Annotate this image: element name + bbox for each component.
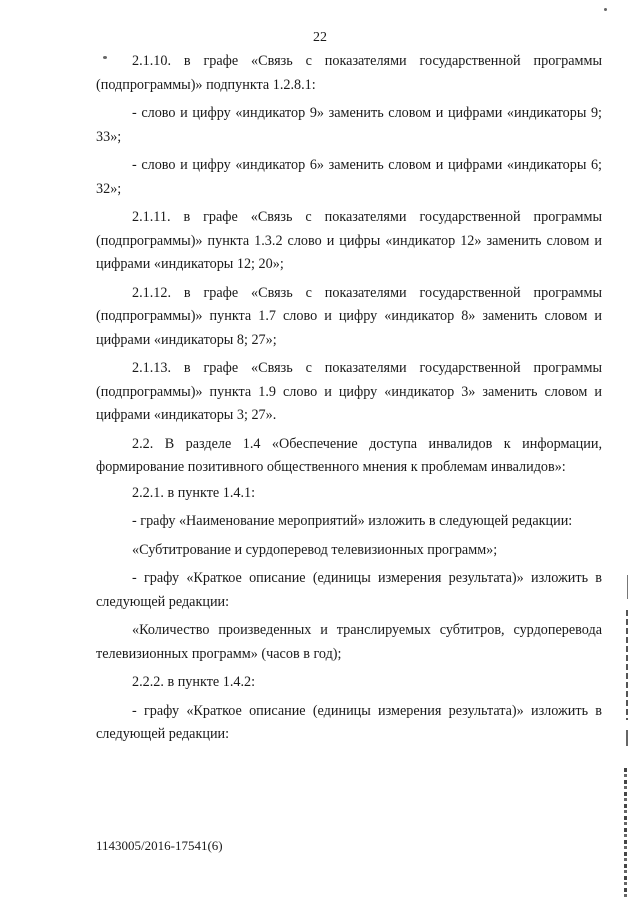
paragraph-2-1-12: 2.1.12. в графе «Связь с показателями государственной программы (подпрограммы)» пункта 1.7 слово и цифру «индикатор 8» заменить словом и цифрами «индикаторы 8; 27»; — [96, 284, 602, 348]
paragraph-2-1-11: 2.1.11. в графе «Связь с показателями государственной программы (подпрограммы)» пункта 1.3.2 слово и цифры «индикатор 12» заменить словом и цифрами «индикаторы 12; 20»; — [96, 209, 602, 272]
binding-mark-1 — [627, 575, 628, 599]
document-code: 1143005/2016-17541(6) — [96, 838, 223, 853]
binding-mark-3 — [626, 730, 628, 746]
paragraph-subtitle-quote: «Субтитрование и сурдоперевод телевизионных программ»; — [132, 541, 498, 558]
paragraph-graph-naming: - графу «Наименование мероприятий» изложить в следующей редакции: — [132, 513, 573, 529]
page-number: 22 — [313, 30, 327, 45]
scan-mark-top-right — [604, 8, 607, 11]
paragraph-2-1-10: 2.1.10. в графе «Связь с показателями государственной программы (подпрограммы)» подпункта 1.2.8.1: — [96, 53, 602, 93]
paragraph-2-2-2: 2.2.2. в пункте 1.4.2: — [132, 674, 256, 690]
paragraph-2-1-13: 2.1.13. в графе «Связь с показателями государственной программы (подпрограммы)» пункта 1.9 слово и цифру «индикатор 3» заменить словом и цифрами «индикаторы 3; 27». — [96, 360, 602, 423]
paragraph-replace-indicator-9: - слово и цифру «индикатор 9» заменить словом и цифрами «индикаторы 9; 33»; — [96, 105, 602, 145]
scan-mark-left — [103, 56, 107, 59]
paragraph-graph-description-2: - графу «Краткое описание (единицы измерения результата)» изложить в следующей редакции: — [96, 702, 602, 742]
paragraph-2-2: 2.2. В разделе 1.4 «Обеспечение доступа инвалидов к информации, формирование позитивного общественного мнения к проблемам инвалидов»: — [96, 435, 602, 475]
paragraph-2-2-1: 2.2.1. в пункте 1.4.1: — [132, 484, 256, 501]
paragraph-replace-indicator-6: - слово и цифру «индикатор 6» заменить словом и цифрами «индикаторы 6; 32»; — [96, 157, 602, 197]
paragraph-quantity-quote: «Количество произведенных и транслируемых субтитров, сурдоперевода телевизионных программ» (часов в год); — [96, 622, 602, 662]
binding-mark-4 — [624, 768, 627, 898]
document-body — [96, 50, 602, 752]
binding-mark-2 — [626, 610, 628, 720]
paragraph-graph-description: - графу «Краткое описание (единицы измерения результата)» изложить в следующей редакции: — [96, 570, 602, 610]
